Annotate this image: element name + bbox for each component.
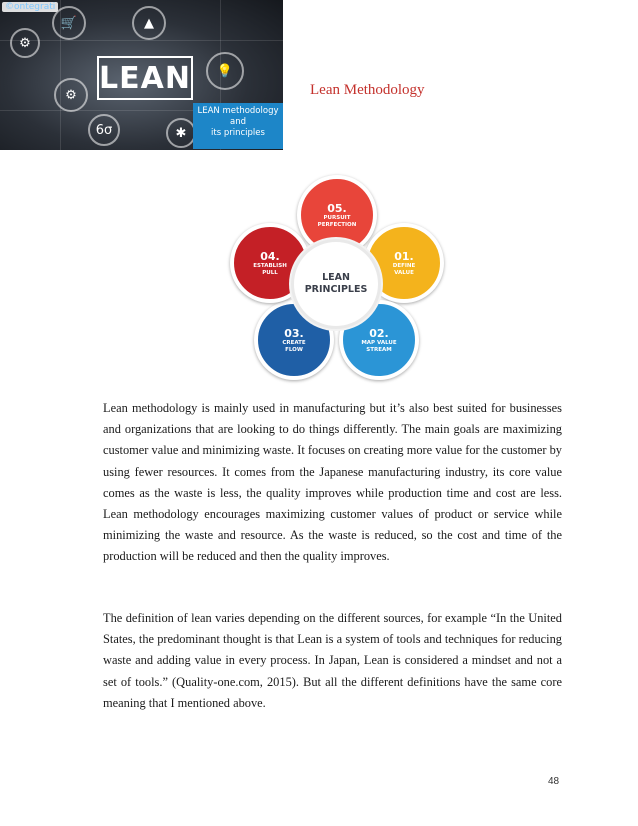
body-paragraph-1: Lean methodology is mainly used in manufacturing but it’s also best suited for businesses and organizations that are looking to do things differently. The main goals are maximizing customer value and minimizing waste. It focuses on creating more value for the customer by using fewer resources. It comes from the Japanese manufacturing industry, its core value comes as the waste is less, the quality improves while production time and cost are less. Lean methodology encourages maximizing customer values of product or service while minimizing the waste and resource. As the waste is reduced, so the cost and time of the production will be reduced and then the quality improves. [103, 401, 562, 564]
petal-label: PURSUIT [323, 214, 351, 221]
banner-grid-line [0, 40, 283, 41]
petal-label: PULL [262, 269, 278, 276]
petal-label: MAP VALUE [361, 339, 397, 346]
banner-caption-line1: LEAN methodology [197, 106, 279, 116]
section-title: Lean Methodology [310, 82, 425, 98]
lean-principles-center [291, 239, 381, 329]
banner-caption-line2: and [230, 117, 246, 127]
page-number: 48 [548, 776, 560, 787]
body-paragraph-2: The definition of lean varies depending on the different sources, for example “In the United States, the predominant thought is that Lean is a system of tools and techniques for reducing waste and adding value in every process. In Japan, Lean is considered a mindset and not a set of tools.” (Quality-one.com, 2015). But all the different definitions have the same core meaning that I mentioned above. [103, 611, 562, 710]
lean-principles-diagram [226, 175, 438, 375]
shopping-cart-icon: 🛒 [52, 6, 86, 40]
six-sigma-icon: 6σ [88, 114, 120, 146]
center-label-line1: LEAN [322, 272, 350, 283]
petal-number: 01. [394, 249, 414, 263]
banner-lean-word: LEAN [97, 56, 193, 100]
lightbulb-icon: 💡 [206, 52, 244, 90]
petal-number: 04. [260, 249, 280, 263]
petal-number: 03. [284, 326, 304, 340]
lean-banner-image [0, 0, 283, 150]
petal-label: CREATE [282, 339, 306, 346]
petal-label: DEFINE [392, 262, 416, 269]
settings-icon: ⚙ [10, 28, 40, 58]
banner-caption-line3: its principles [211, 128, 265, 138]
petal-number: 02. [369, 326, 389, 340]
gears-icon: ⚙ [54, 78, 88, 112]
center-label-line2: PRINCIPLES [304, 284, 368, 295]
factory-icon: ▲ [132, 6, 166, 40]
banner-logo: ©ontegrati [2, 2, 58, 12]
petal-label: ESTABLISH [253, 262, 287, 269]
petal-label: VALUE [394, 269, 414, 276]
banner-caption [193, 103, 283, 149]
brain-icon: ✱ [166, 118, 196, 148]
petal-number: 05. [327, 201, 347, 215]
petal-label: STREAM [366, 346, 392, 353]
petal-label: PERFECTION [317, 221, 357, 228]
petal-label: FLOW [285, 346, 303, 353]
